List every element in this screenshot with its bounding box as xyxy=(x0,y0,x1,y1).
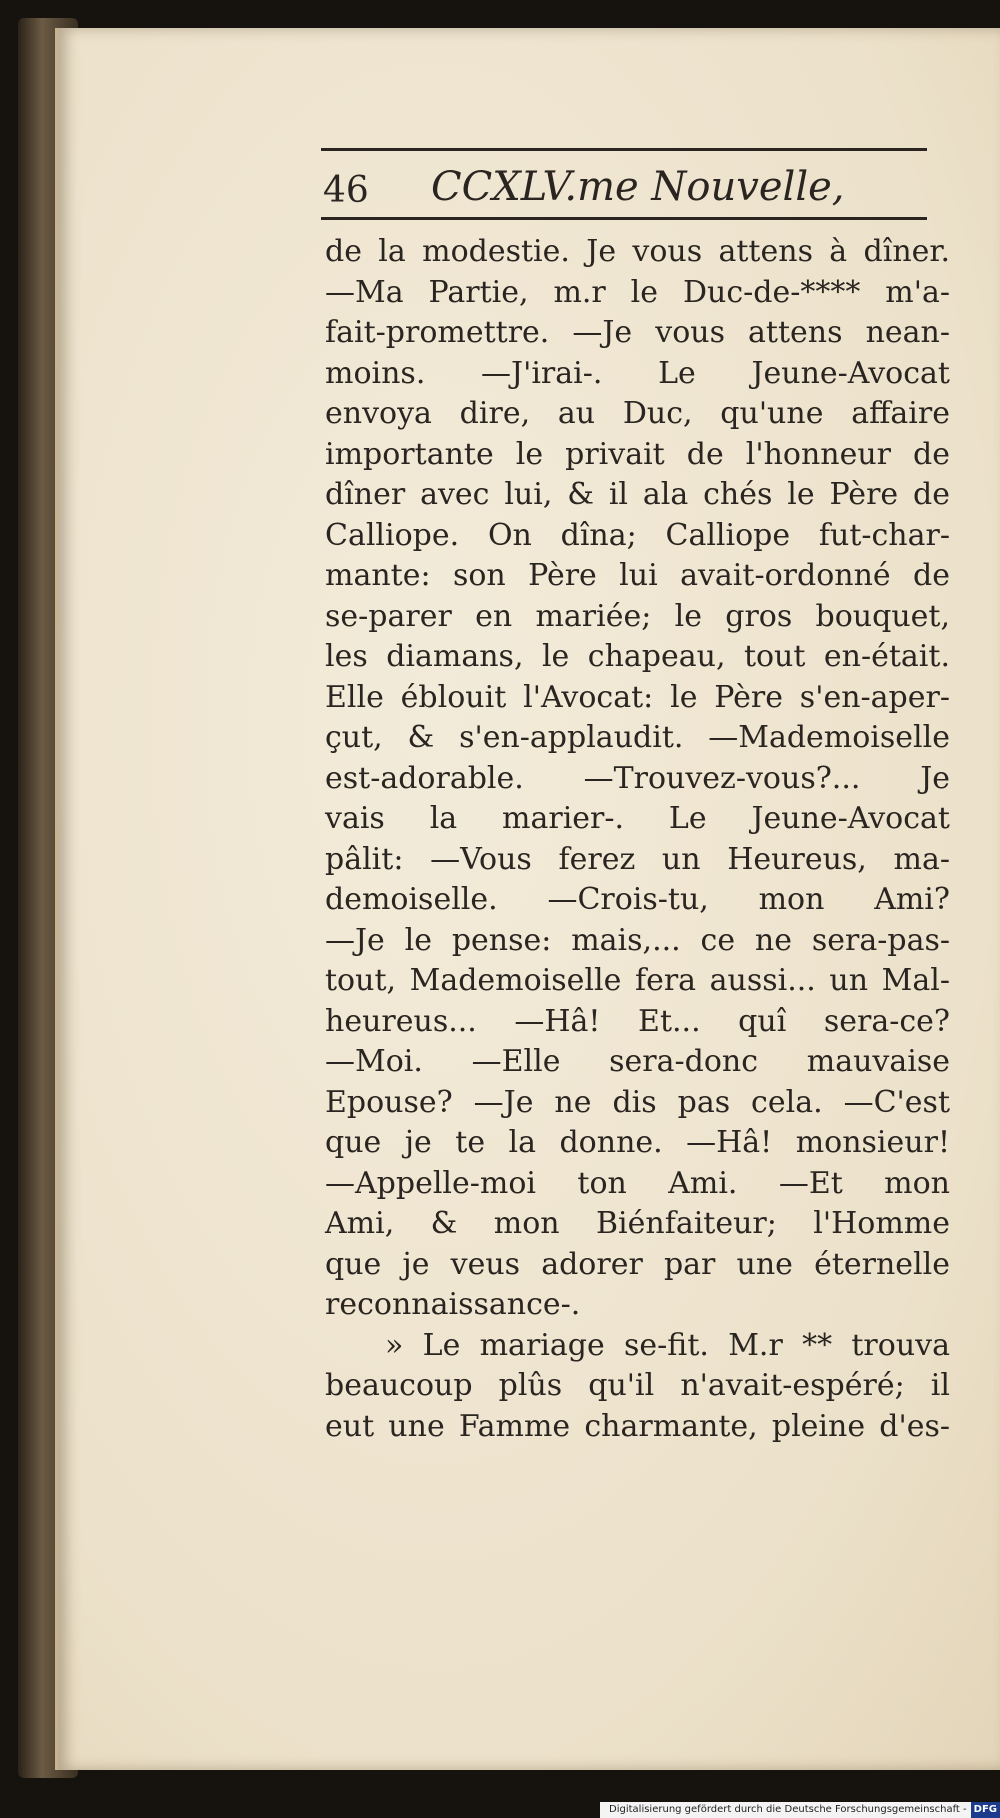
text-line: est-adorable. —Trouvez-vous?... Je xyxy=(325,760,950,796)
text-line: heureus... —Hâ! Et... quî sera-ce? xyxy=(325,1003,950,1039)
text-line: vais la marier-. Le Jeune-Avocat xyxy=(325,801,950,836)
text-line: Epouse? —Je ne dis pas cela. —C'est xyxy=(325,1084,950,1120)
text-line: dîner avec lui, & il ala chés le Père de xyxy=(325,477,950,512)
text-line: —Je le pense: mais,... ce ne sera-pas- xyxy=(325,922,950,958)
header-rule-top xyxy=(321,148,927,151)
dfg-logo: DFG xyxy=(971,1802,1000,1818)
text-line: moins. —J'irai-. Le Jeune-Avocat xyxy=(325,355,950,391)
text-line: çut, & s'en-applaudit. —Mademoiselle xyxy=(325,720,950,755)
text-line: de la modestie. Je vous attens à dîner. xyxy=(325,234,950,269)
page-header xyxy=(321,148,927,220)
text-line: que je veus adorer par une éternelle xyxy=(325,1246,950,1282)
text-line: beaucoup plûs qu'il n'avait-espéré; il xyxy=(325,1368,950,1403)
text-line: se-parer en mariée; le gros bouquet, xyxy=(325,598,950,634)
text-line: les diamans, le chapeau, tout en-était. xyxy=(325,639,950,674)
text-line: Calliope. On dîna; Calliope fut-char- xyxy=(325,517,950,553)
text-line: tout, Mademoiselle fera aussi... un Mal- xyxy=(325,963,950,998)
credit-text: Digitalisierung gefördert durch die Deutsche Forschungsgemeinschaft - xyxy=(609,1804,967,1815)
running-head: CCXLV.me Nouvelle, xyxy=(431,164,845,210)
text-line: que je te la donne. —Hâ! monsieur! xyxy=(325,1125,950,1160)
text-line: Elle éblouit l'Avocat: le Père s'en-aper- xyxy=(325,679,950,715)
text-line: envoya dire, au Duc, qu'une affaire xyxy=(325,396,950,431)
text-line: demoiselle. —Crois-tu, mon Ami? xyxy=(325,882,950,917)
body-text xyxy=(325,232,950,1447)
text-line: mante: son Père lui avait-ordonné de xyxy=(325,558,950,593)
text-line: pâlit: —Vous ferez un Heureus, ma- xyxy=(325,841,950,877)
header-rule-bottom xyxy=(321,217,927,220)
text-line: —Appelle-moi ton Ami. —Et mon xyxy=(325,1165,950,1201)
text-line: Ami, & mon Biénfaiteur; l'Homme xyxy=(325,1206,950,1241)
page-number: 46 xyxy=(323,170,369,211)
text-line: » Le mariage se-fit. M.r ** trouva xyxy=(385,1327,950,1363)
text-line: importante le privait de l'honneur de xyxy=(325,436,950,472)
text-line: fait-promettre. —Je vous attens nean- xyxy=(325,315,950,350)
text-line: —Moi. —Elle sera-donc mauvaise xyxy=(325,1044,950,1079)
text-line: eut une Famme charmante, pleine d'es- xyxy=(325,1408,950,1444)
digitization-credit xyxy=(600,1802,1000,1818)
text-line: —Ma Partie, m.r le Duc-de-**** m'a- xyxy=(325,274,950,310)
text-line: reconnaissance-. xyxy=(325,1287,581,1322)
